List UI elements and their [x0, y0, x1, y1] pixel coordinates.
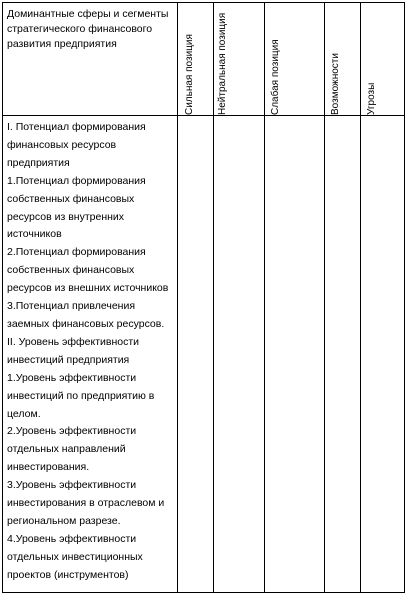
- header-col-neutral: [216, 7, 230, 115]
- column-divider: [264, 3, 265, 592]
- header-col-label: Возможности: [330, 53, 341, 115]
- row-label: 1.Уровень эффективности инвестиций по предприятию в целом.: [7, 371, 155, 420]
- column-divider: [213, 3, 214, 592]
- row-label: II. Уровень эффективности инвестиций предприятия: [7, 335, 140, 366]
- header-col-opportunities: [329, 7, 343, 115]
- header-col-weak: [269, 7, 283, 115]
- header-col-label: Нейтральная позиция: [217, 12, 228, 115]
- row-label: 3.Потенциал привлечения заемных финансовых ресурсов.: [7, 300, 165, 330]
- column-divider: [324, 3, 325, 592]
- row-label: I. Потенциал формирования финансовых ресурсов предприятия: [7, 121, 146, 169]
- header-col-threats: [365, 7, 379, 115]
- header-col-label: Слабая позиция: [270, 39, 281, 115]
- header-divider: [3, 115, 404, 116]
- row-labels: [7, 119, 179, 585]
- row-label: 3.Уровень эффективности инвестирования в отраслевом и региональном разрезе.: [7, 479, 165, 527]
- row-label: 1.Потенциал формирования собственных финансовых ресурсов из внутренних источников: [7, 174, 146, 241]
- header-col-label: Сильная позиция: [184, 34, 195, 115]
- header-col-strong: [183, 7, 197, 115]
- column-divider: [360, 3, 361, 592]
- swot-table: [2, 2, 405, 593]
- header-first-column: Доминантные сферы и сегменты стратегического финансового развития предприятия: [7, 8, 169, 50]
- header-col-label: Угрозы: [366, 82, 377, 115]
- row-label: 4.Уровень эффективности отдельных инвестиционных проектов (инструментов): [7, 532, 143, 581]
- row-label: 2.Потенциал формирования собственных финансовых ресурсов из внешних источников: [7, 246, 169, 295]
- row-label: 2.Уровень эффективности отдельных направлений инвестирования.: [7, 425, 137, 474]
